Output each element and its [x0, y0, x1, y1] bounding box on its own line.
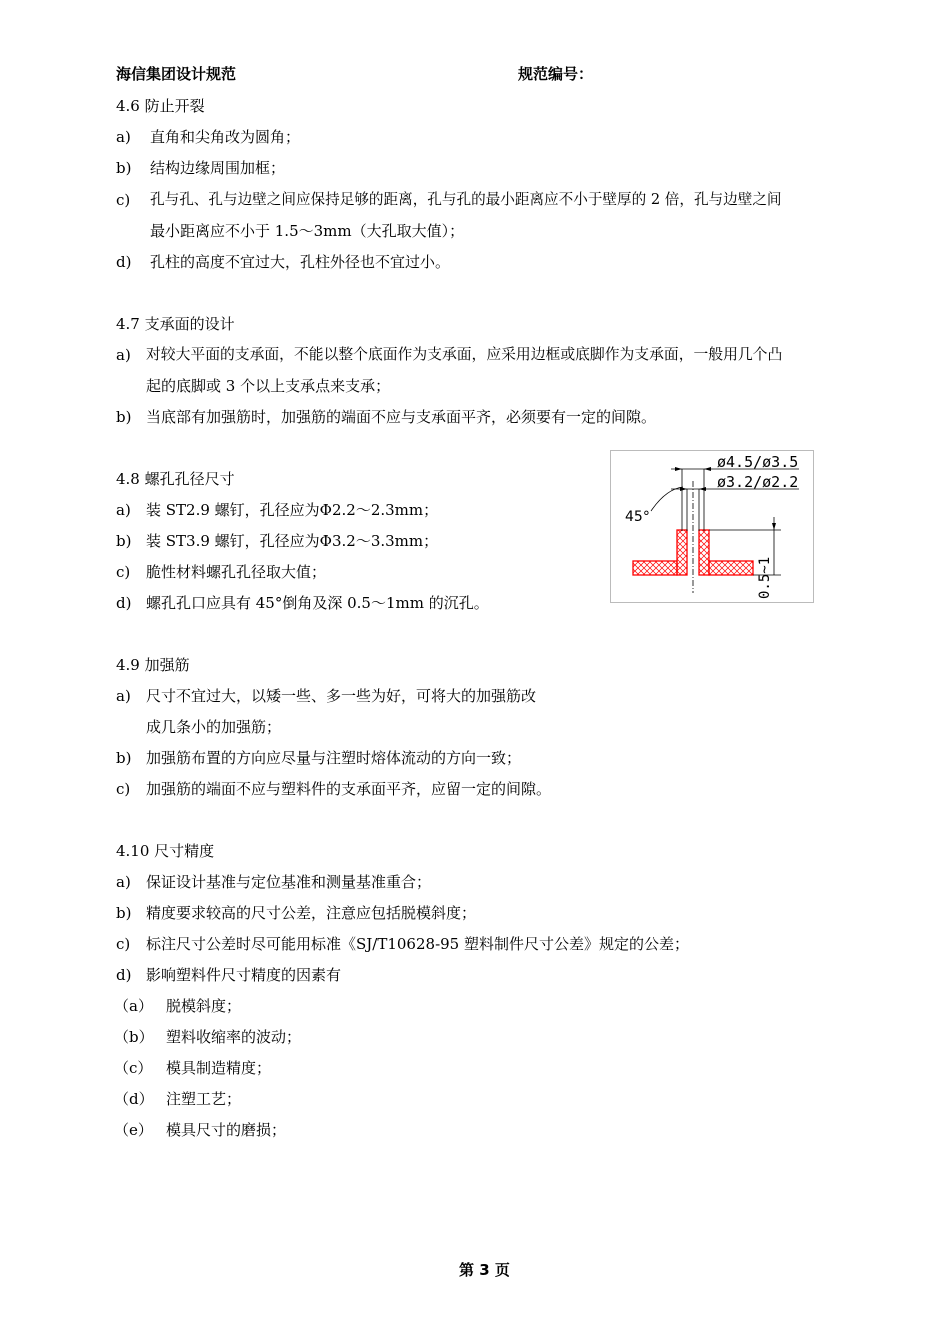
- list-item: 精度要求较高的尺寸公差，注意应包括脱模斜度；: [146, 904, 477, 922]
- list-item-continuation: 起的底脚或 3 个以上支承点来支承；: [146, 377, 391, 395]
- list-item: 装 ST2.9 螺钉，孔径应为Φ2.2～2.3mm；: [146, 501, 439, 519]
- list-marker: b): [116, 749, 132, 767]
- list-item: 脆性材料螺孔孔径取大值；: [146, 563, 327, 581]
- list-item-continuation: 成几条小的加强筋；: [146, 718, 282, 736]
- list-marker: a): [116, 687, 131, 705]
- sublist-item: 注塑工艺；: [166, 1090, 242, 1108]
- sublist-item: 模具制造精度；: [166, 1059, 272, 1077]
- section-title-4-7: 4.7 支承面的设计: [116, 315, 235, 333]
- list-item: 标注尺寸公差时尽可能用标准《SJ/T10628-95 塑料制件尺寸公差》规定的公差；: [146, 935, 689, 953]
- list-item: 保证设计基准与定位基准和测量基准重合；: [146, 873, 432, 891]
- list-item: 尺寸不宜过大，以矮一些、多一些为好，可将大的加强筋改: [146, 687, 537, 705]
- list-marker: a): [116, 346, 131, 364]
- list-marker: b): [116, 904, 132, 922]
- sublist-marker: （d）: [114, 1090, 154, 1108]
- list-item: 螺孔孔口应具有 45°倒角及深 0.5～1mm 的沉孔。: [146, 594, 489, 612]
- chamfer-angle-label: 45°: [625, 509, 650, 525]
- list-marker: b): [116, 532, 132, 550]
- list-marker: b): [116, 159, 132, 177]
- list-marker: c): [116, 191, 131, 209]
- list-marker: b): [116, 408, 132, 426]
- sublist-item: 塑料收缩率的波动；: [166, 1028, 302, 1046]
- sublist-item: 模具尺寸的磨损；: [166, 1121, 287, 1139]
- screw-boss-drawing: [610, 450, 814, 603]
- list-marker: d): [116, 253, 132, 271]
- list-marker: c): [116, 563, 131, 581]
- section-title-4-8: 4.8 螺孔孔径尺寸: [116, 470, 235, 488]
- list-item: 装 ST3.9 螺钉，孔径应为Φ3.2～3.3mm；: [146, 532, 439, 550]
- list-item: 加强筋布置的方向应尽量与注塑时熔体流动的方向一致；: [146, 749, 522, 767]
- sublist-marker: （c）: [114, 1059, 153, 1077]
- counterbore-depth-label: 0.5~1: [757, 556, 773, 599]
- sublist-item: 脱模斜度；: [166, 997, 242, 1015]
- section-title-4-6: 4.6 防止开裂: [116, 97, 205, 115]
- sublist-marker: （a）: [114, 997, 153, 1015]
- list-marker: a): [116, 873, 131, 891]
- page-number: 第 3 页: [459, 1261, 510, 1279]
- list-marker: c): [116, 780, 131, 798]
- section-title-4-9: 4.9 加强筋: [116, 656, 190, 674]
- outer-diameter-label: ø4.5/ø3.5: [717, 453, 799, 471]
- sublist-marker: （b）: [114, 1028, 154, 1046]
- list-item: 加强筋的端面不应与塑料件的支承面平齐，应留一定的间隙。: [146, 780, 552, 798]
- list-item: 结构边缘周围加框；: [150, 159, 286, 177]
- header-title: 海信集团设计规范: [116, 65, 237, 83]
- list-marker: a): [116, 128, 131, 146]
- list-item: 影响塑料件尺寸精度的因素有: [146, 966, 342, 984]
- list-marker: a): [116, 501, 131, 519]
- section-title-4-10: 4.10 尺寸精度: [116, 842, 215, 860]
- list-marker: c): [116, 935, 131, 953]
- list-item: 孔与孔、孔与边壁之间应保持足够的距离，孔与孔的最小距离应不小于壁厚的 2 倍，孔与边壁之间: [150, 191, 782, 208]
- list-item-continuation: 最小距离应不小于 1.5～3mm（大孔取大值）；: [150, 222, 465, 240]
- header-spec-number: 规范编号：: [518, 65, 594, 83]
- list-item: 对较大平面的支承面，不能以整个底面作为支承面，应采用边框或底脚作为支承面，一般用几个凸: [146, 346, 783, 363]
- list-marker: d): [116, 594, 132, 612]
- sublist-marker: （e）: [114, 1121, 153, 1139]
- inner-diameter-label: ø3.2/ø2.2: [717, 473, 799, 491]
- list-marker: d): [116, 966, 132, 984]
- list-item: 当底部有加强筋时，加强筋的端面不应与支承面平齐，必须要有一定的间隙。: [146, 408, 657, 426]
- list-item: 直角和尖角改为圆角；: [150, 128, 301, 146]
- list-item: 孔柱的高度不宜过大，孔柱外径也不宜过小。: [150, 253, 451, 271]
